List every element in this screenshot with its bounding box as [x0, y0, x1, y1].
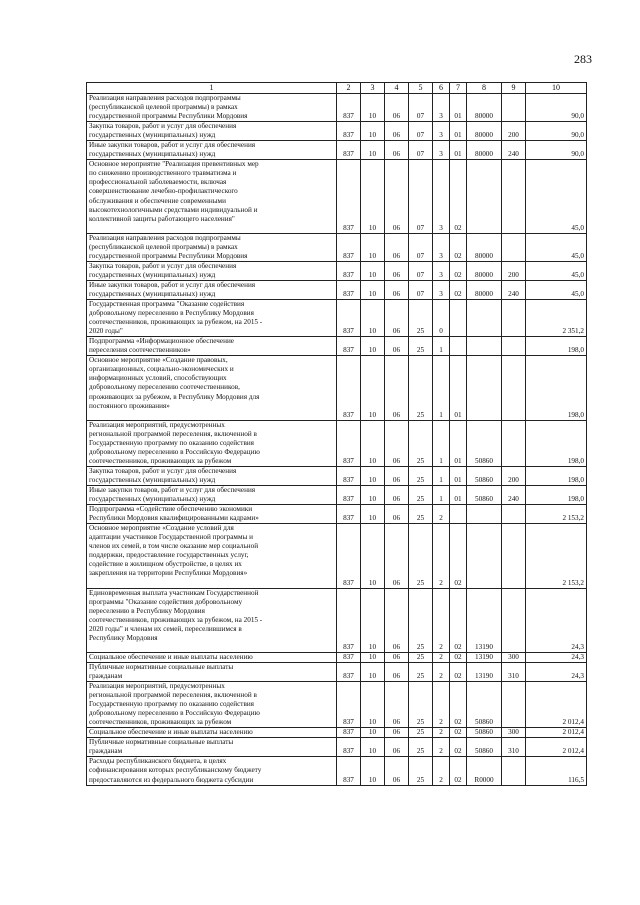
code-cell-col-3: 10 — [361, 141, 385, 160]
table-row — [87, 94, 587, 122]
code-cell-col-8 — [467, 300, 502, 337]
code-cell-col-6: 3 — [433, 141, 450, 160]
code-cell-col-6: 3 — [433, 233, 450, 261]
code-cell-col-5: 25 — [409, 300, 433, 337]
code-cell-col-3: 10 — [361, 486, 385, 505]
code-cell-col-9: 310 — [502, 738, 526, 757]
code-cell-col-8: 50860 — [467, 466, 502, 485]
expense-name-cell: Реализация мероприятий, предусмотренных региональной программой переселения, включенной в Государственную программу по оказанию содействия добровольному переселению в Российскую Федерацию соотечественников, проживающих за рубежом — [87, 420, 337, 466]
expense-name-cell: Закупка товаров, работ и услуг для обеспечения государственных (муниципальных) нужд — [87, 122, 337, 141]
code-cell-col-4: 06 — [385, 728, 409, 738]
code-cell-col-3: 10 — [361, 524, 385, 588]
code-cell-col-8: 80000 — [467, 141, 502, 160]
code-cell-col-3: 10 — [361, 757, 385, 785]
table-row — [87, 122, 587, 141]
code-cell-col-8: 80000 — [467, 94, 502, 122]
code-cell-col-6: 3 — [433, 122, 450, 141]
code-cell-col-7: 01 — [450, 420, 467, 466]
expense-name-cell: Иные закупки товаров, работ и услуг для обеспечения государственных (муниципальных) нужд — [87, 280, 337, 299]
code-cell-col-6: 2 — [433, 505, 450, 524]
code-cell-col-9: 200 — [502, 466, 526, 485]
code-cell-col-4: 06 — [385, 652, 409, 662]
expense-name-cell: Расходы республиканского бюджета, в целях софинансирования которых республиканскому бюджету предоставляются из федерального бюджета субсидии — [87, 757, 337, 785]
expense-name-cell: Государственная программа "Оказание содействия добровольному переселению в Республику Мордовия соотечественников, проживающих за рубежом, на 2015 - 2020 годы" — [87, 300, 337, 337]
code-cell-col-5: 25 — [409, 356, 433, 420]
code-cell-col-9: 310 — [502, 662, 526, 681]
code-cell-col-6: 2 — [433, 652, 450, 662]
code-cell-col-3: 10 — [361, 280, 385, 299]
code-cell-col-9 — [502, 356, 526, 420]
code-cell-col-8: 50860 — [467, 728, 502, 738]
code-cell-col-3: 10 — [361, 738, 385, 757]
amount-cell: 90,0 — [526, 141, 587, 160]
code-cell-col-9: 300 — [502, 728, 526, 738]
expense-name-cell: Иные закупки товаров, работ и услуг для обеспечения государственных (муниципальных) нужд — [87, 141, 337, 160]
amount-cell: 198,0 — [526, 486, 587, 505]
code-cell-col-9: 240 — [502, 486, 526, 505]
code-cell-col-9 — [502, 160, 526, 233]
code-cell-col-8: 80000 — [467, 280, 502, 299]
code-cell-col-3: 10 — [361, 122, 385, 141]
code-cell-col-9 — [502, 505, 526, 524]
code-cell-col-4: 06 — [385, 261, 409, 280]
amount-cell: 2 153,2 — [526, 505, 587, 524]
budget-table — [86, 82, 587, 786]
amount-cell: 45,0 — [526, 233, 587, 261]
code-cell-col-2: 837 — [337, 524, 361, 588]
code-cell-col-7: 02 — [450, 524, 467, 588]
code-cell-col-8 — [467, 356, 502, 420]
amount-cell: 2 351,2 — [526, 300, 587, 337]
code-cell-col-4: 06 — [385, 466, 409, 485]
amount-cell: 2 012,4 — [526, 738, 587, 757]
code-cell-col-5: 07 — [409, 141, 433, 160]
table-row — [87, 261, 587, 280]
amount-cell: 198,0 — [526, 337, 587, 356]
code-cell-col-8: 80000 — [467, 122, 502, 141]
table-row — [87, 652, 587, 662]
code-cell-col-5: 07 — [409, 233, 433, 261]
code-cell-col-6: 1 — [433, 466, 450, 485]
expense-name-cell: Социальное обеспечение и иные выплаты населению — [87, 652, 337, 662]
amount-cell: 45,0 — [526, 280, 587, 299]
table-row — [87, 141, 587, 160]
code-cell-col-4: 06 — [385, 682, 409, 728]
code-cell-col-7: 02 — [450, 662, 467, 681]
code-cell-col-6: 2 — [433, 738, 450, 757]
code-cell-col-6: 1 — [433, 356, 450, 420]
expense-name-cell: Основное мероприятие «Создание правовых, организационных, социально-экономических и информационных условий, способствующих добровольному переселению соотечественников, проживающих за рубежом, в Республику Мордовия для постоянного проживания» — [87, 356, 337, 420]
code-cell-col-2: 837 — [337, 300, 361, 337]
code-cell-col-3: 10 — [361, 420, 385, 466]
code-cell-col-9 — [502, 588, 526, 652]
column-header-6: 6 — [433, 83, 450, 94]
code-cell-col-4: 06 — [385, 356, 409, 420]
code-cell-col-3: 10 — [361, 94, 385, 122]
code-cell-col-6: 2 — [433, 588, 450, 652]
code-cell-col-7: 01 — [450, 356, 467, 420]
code-cell-col-4: 06 — [385, 738, 409, 757]
expense-name-cell: Публичные нормативные социальные выплаты гражданам — [87, 662, 337, 681]
table-row — [87, 682, 587, 728]
table-row — [87, 757, 587, 785]
code-cell-col-4: 06 — [385, 337, 409, 356]
code-cell-col-6: 3 — [433, 94, 450, 122]
expense-name-cell: Основное мероприятие "Реализация превентивных мер по снижению производственного травматизма и профессиональной заболеваемости, включая совершенствование лечебно-профилактического обслуживания и обеспечение современными высокотехнологичными средствами индивидуальной и коллективной защиты работающего населения" — [87, 160, 337, 233]
code-cell-col-6: 2 — [433, 757, 450, 785]
code-cell-col-6: 2 — [433, 662, 450, 681]
column-header-1: 1 — [87, 83, 337, 94]
amount-cell: 24,3 — [526, 652, 587, 662]
code-cell-col-8: 50860 — [467, 420, 502, 466]
code-cell-col-6: 3 — [433, 160, 450, 233]
table-row — [87, 662, 587, 681]
column-header-3: 3 — [361, 83, 385, 94]
code-cell-col-8: 50860 — [467, 738, 502, 757]
code-cell-col-7: 01 — [450, 94, 467, 122]
header-row — [87, 83, 587, 94]
code-cell-col-2: 837 — [337, 280, 361, 299]
code-cell-col-9: 200 — [502, 261, 526, 280]
code-cell-col-5: 07 — [409, 160, 433, 233]
amount-cell: 2 012,4 — [526, 728, 587, 738]
code-cell-col-6: 1 — [433, 486, 450, 505]
code-cell-col-3: 10 — [361, 233, 385, 261]
amount-cell: 2 012,4 — [526, 682, 587, 728]
code-cell-col-9 — [502, 524, 526, 588]
code-cell-col-4: 06 — [385, 505, 409, 524]
code-cell-col-5: 25 — [409, 588, 433, 652]
code-cell-col-2: 837 — [337, 466, 361, 485]
code-cell-col-3: 10 — [361, 682, 385, 728]
code-cell-col-6: 3 — [433, 261, 450, 280]
table-row — [87, 280, 587, 299]
amount-cell: 90,0 — [526, 122, 587, 141]
code-cell-col-2: 837 — [337, 233, 361, 261]
code-cell-col-2: 837 — [337, 261, 361, 280]
column-header-2: 2 — [337, 83, 361, 94]
code-cell-col-5: 25 — [409, 738, 433, 757]
code-cell-col-4: 06 — [385, 757, 409, 785]
code-cell-col-3: 10 — [361, 356, 385, 420]
code-cell-col-7: 01 — [450, 486, 467, 505]
table-row — [87, 300, 587, 337]
code-cell-col-7: 02 — [450, 738, 467, 757]
code-cell-col-7: 02 — [450, 682, 467, 728]
code-cell-col-4: 06 — [385, 122, 409, 141]
column-header-7: 7 — [450, 83, 467, 94]
table-row — [87, 524, 587, 588]
code-cell-col-4: 06 — [385, 486, 409, 505]
code-cell-col-5: 25 — [409, 420, 433, 466]
table-row — [87, 233, 587, 261]
expense-name-cell: Закупка товаров, работ и услуг для обеспечения государственных (муниципальных) нужд — [87, 261, 337, 280]
code-cell-col-9 — [502, 682, 526, 728]
code-cell-col-7: 02 — [450, 588, 467, 652]
code-cell-col-6: 1 — [433, 420, 450, 466]
code-cell-col-2: 837 — [337, 757, 361, 785]
table-row — [87, 588, 587, 652]
code-cell-col-5: 07 — [409, 261, 433, 280]
code-cell-col-8: 50860 — [467, 486, 502, 505]
code-cell-col-2: 837 — [337, 486, 361, 505]
table-row — [87, 466, 587, 485]
code-cell-col-5: 25 — [409, 466, 433, 485]
code-cell-col-5: 25 — [409, 524, 433, 588]
code-cell-col-6: 1 — [433, 337, 450, 356]
code-cell-col-2: 837 — [337, 420, 361, 466]
code-cell-col-7 — [450, 300, 467, 337]
code-cell-col-5: 25 — [409, 337, 433, 356]
code-cell-col-4: 06 — [385, 588, 409, 652]
code-cell-col-4: 06 — [385, 233, 409, 261]
expense-name-cell: Социальное обеспечение и иные выплаты населению — [87, 728, 337, 738]
code-cell-col-2: 837 — [337, 160, 361, 233]
expense-name-cell: Реализация направления расходов подпрограммы (республиканской целевой программы) в рамках государственной программы Республики Мордовия — [87, 94, 337, 122]
amount-cell: 24,3 — [526, 588, 587, 652]
expense-name-cell: Подпрограмма «Содействие обеспечению экономики Республики Мордовия квалифицированными кадрами» — [87, 505, 337, 524]
code-cell-col-9 — [502, 420, 526, 466]
code-cell-col-8: 13190 — [467, 588, 502, 652]
table-row — [87, 356, 587, 420]
code-cell-col-3: 10 — [361, 466, 385, 485]
code-cell-col-9 — [502, 233, 526, 261]
table-row — [87, 728, 587, 738]
code-cell-col-8 — [467, 524, 502, 588]
code-cell-col-8: 80000 — [467, 233, 502, 261]
expense-name-cell: Реализация направления расходов подпрограммы (республиканской целевой программы) в рамках государственной программы Республики Мордовия — [87, 233, 337, 261]
table-row — [87, 337, 587, 356]
code-cell-col-4: 06 — [385, 300, 409, 337]
code-cell-col-7: 01 — [450, 122, 467, 141]
expense-name-cell: Иные закупки товаров, работ и услуг для обеспечения государственных (муниципальных) нужд — [87, 486, 337, 505]
code-cell-col-2: 837 — [337, 728, 361, 738]
code-cell-col-4: 06 — [385, 160, 409, 233]
code-cell-col-9: 240 — [502, 141, 526, 160]
table-row — [87, 420, 587, 466]
code-cell-col-7: 02 — [450, 280, 467, 299]
code-cell-col-5: 25 — [409, 728, 433, 738]
code-cell-col-5: 07 — [409, 94, 433, 122]
code-cell-col-2: 837 — [337, 94, 361, 122]
code-cell-col-8: 13190 — [467, 662, 502, 681]
code-cell-col-4: 06 — [385, 280, 409, 299]
amount-cell: 116,5 — [526, 757, 587, 785]
code-cell-col-3: 10 — [361, 300, 385, 337]
code-cell-col-7: 01 — [450, 466, 467, 485]
code-cell-col-5: 07 — [409, 280, 433, 299]
amount-cell: 45,0 — [526, 160, 587, 233]
code-cell-col-6: 3 — [433, 280, 450, 299]
code-cell-col-8: R0000 — [467, 757, 502, 785]
code-cell-col-5: 07 — [409, 122, 433, 141]
code-cell-col-3: 10 — [361, 160, 385, 233]
code-cell-col-7: 02 — [450, 261, 467, 280]
code-cell-col-4: 06 — [385, 662, 409, 681]
code-cell-col-5: 25 — [409, 505, 433, 524]
code-cell-col-2: 837 — [337, 356, 361, 420]
code-cell-col-6: 2 — [433, 728, 450, 738]
code-cell-col-9: 240 — [502, 280, 526, 299]
code-cell-col-5: 25 — [409, 757, 433, 785]
expense-name-cell: Реализация мероприятий, предусмотренных региональной программой переселения, включенной в Государственную программу по оказанию содействия добровольному переселению в Российскую Федерацию соотечественников, проживающих за рубежом — [87, 682, 337, 728]
code-cell-col-2: 837 — [337, 682, 361, 728]
code-cell-col-8 — [467, 160, 502, 233]
code-cell-col-5: 25 — [409, 662, 433, 681]
code-cell-col-7: 02 — [450, 757, 467, 785]
column-header-5: 5 — [409, 83, 433, 94]
amount-cell: 90,0 — [526, 94, 587, 122]
column-header-9: 9 — [502, 83, 526, 94]
code-cell-col-7: 01 — [450, 141, 467, 160]
amount-cell: 198,0 — [526, 420, 587, 466]
column-header-8: 8 — [467, 83, 502, 94]
code-cell-col-3: 10 — [361, 588, 385, 652]
amount-cell: 198,0 — [526, 466, 587, 485]
code-cell-col-3: 10 — [361, 337, 385, 356]
code-cell-col-9 — [502, 337, 526, 356]
amount-cell: 198,0 — [526, 356, 587, 420]
amount-cell: 24,3 — [526, 662, 587, 681]
table-row — [87, 486, 587, 505]
column-header-10: 10 — [526, 83, 587, 94]
code-cell-col-4: 06 — [385, 141, 409, 160]
code-cell-col-2: 837 — [337, 337, 361, 356]
code-cell-col-6: 2 — [433, 524, 450, 588]
code-cell-col-3: 10 — [361, 261, 385, 280]
code-cell-col-6: 0 — [433, 300, 450, 337]
code-cell-col-4: 06 — [385, 420, 409, 466]
code-cell-col-9: 300 — [502, 652, 526, 662]
code-cell-col-5: 25 — [409, 682, 433, 728]
code-cell-col-5: 25 — [409, 652, 433, 662]
code-cell-col-7 — [450, 505, 467, 524]
code-cell-col-9 — [502, 94, 526, 122]
code-cell-col-2: 837 — [337, 588, 361, 652]
code-cell-col-9 — [502, 300, 526, 337]
page-number: 283 — [574, 52, 592, 66]
expense-name-cell: Подпрограмма «Информационное обеспечение переселения соотечественников» — [87, 337, 337, 356]
code-cell-col-7: 02 — [450, 728, 467, 738]
expense-name-cell: Закупка товаров, работ и услуг для обеспечения государственных (муниципальных) нужд — [87, 466, 337, 485]
code-cell-col-8 — [467, 337, 502, 356]
code-cell-col-2: 837 — [337, 738, 361, 757]
amount-cell: 2 153,2 — [526, 524, 587, 588]
code-cell-col-8 — [467, 505, 502, 524]
code-cell-col-7: 02 — [450, 160, 467, 233]
code-cell-col-5: 25 — [409, 486, 433, 505]
column-header-4: 4 — [385, 83, 409, 94]
table-row — [87, 160, 587, 233]
table-row — [87, 505, 587, 524]
code-cell-col-7: 02 — [450, 652, 467, 662]
code-cell-col-2: 837 — [337, 141, 361, 160]
code-cell-col-8: 80000 — [467, 261, 502, 280]
code-cell-col-9: 200 — [502, 122, 526, 141]
code-cell-col-2: 837 — [337, 505, 361, 524]
code-cell-col-2: 837 — [337, 662, 361, 681]
code-cell-col-8: 50860 — [467, 682, 502, 728]
code-cell-col-3: 10 — [361, 662, 385, 681]
code-cell-col-8: 13190 — [467, 652, 502, 662]
amount-cell: 45,0 — [526, 261, 587, 280]
table-row — [87, 738, 587, 757]
code-cell-col-3: 10 — [361, 728, 385, 738]
code-cell-col-9 — [502, 757, 526, 785]
expense-name-cell: Единовременная выплата участникам Государственной программы "Оказание содействия добровольному переселению в Республику Мордовия соотечественников, проживающих за рубежом, на 2015 - 2020 годы" и членам их семей, переселившимся в Республику Мордовия — [87, 588, 337, 652]
code-cell-col-6: 2 — [433, 682, 450, 728]
code-cell-col-7: 02 — [450, 233, 467, 261]
code-cell-col-3: 10 — [361, 505, 385, 524]
code-cell-col-2: 837 — [337, 122, 361, 141]
code-cell-col-3: 10 — [361, 652, 385, 662]
code-cell-col-7 — [450, 337, 467, 356]
expense-name-cell: Основное мероприятие «Создание условий для адаптации участников Государственной программы и членов их семей, в том числе оказание мер социальной поддержки, предоставление государственных услуг, содействие в жилищном обустройстве, в целях их закрепления на территории Республики Мордовия» — [87, 524, 337, 588]
table-body — [87, 94, 587, 786]
expense-name-cell: Публичные нормативные социальные выплаты гражданам — [87, 738, 337, 757]
code-cell-col-2: 837 — [337, 652, 361, 662]
code-cell-col-4: 06 — [385, 94, 409, 122]
code-cell-col-4: 06 — [385, 524, 409, 588]
